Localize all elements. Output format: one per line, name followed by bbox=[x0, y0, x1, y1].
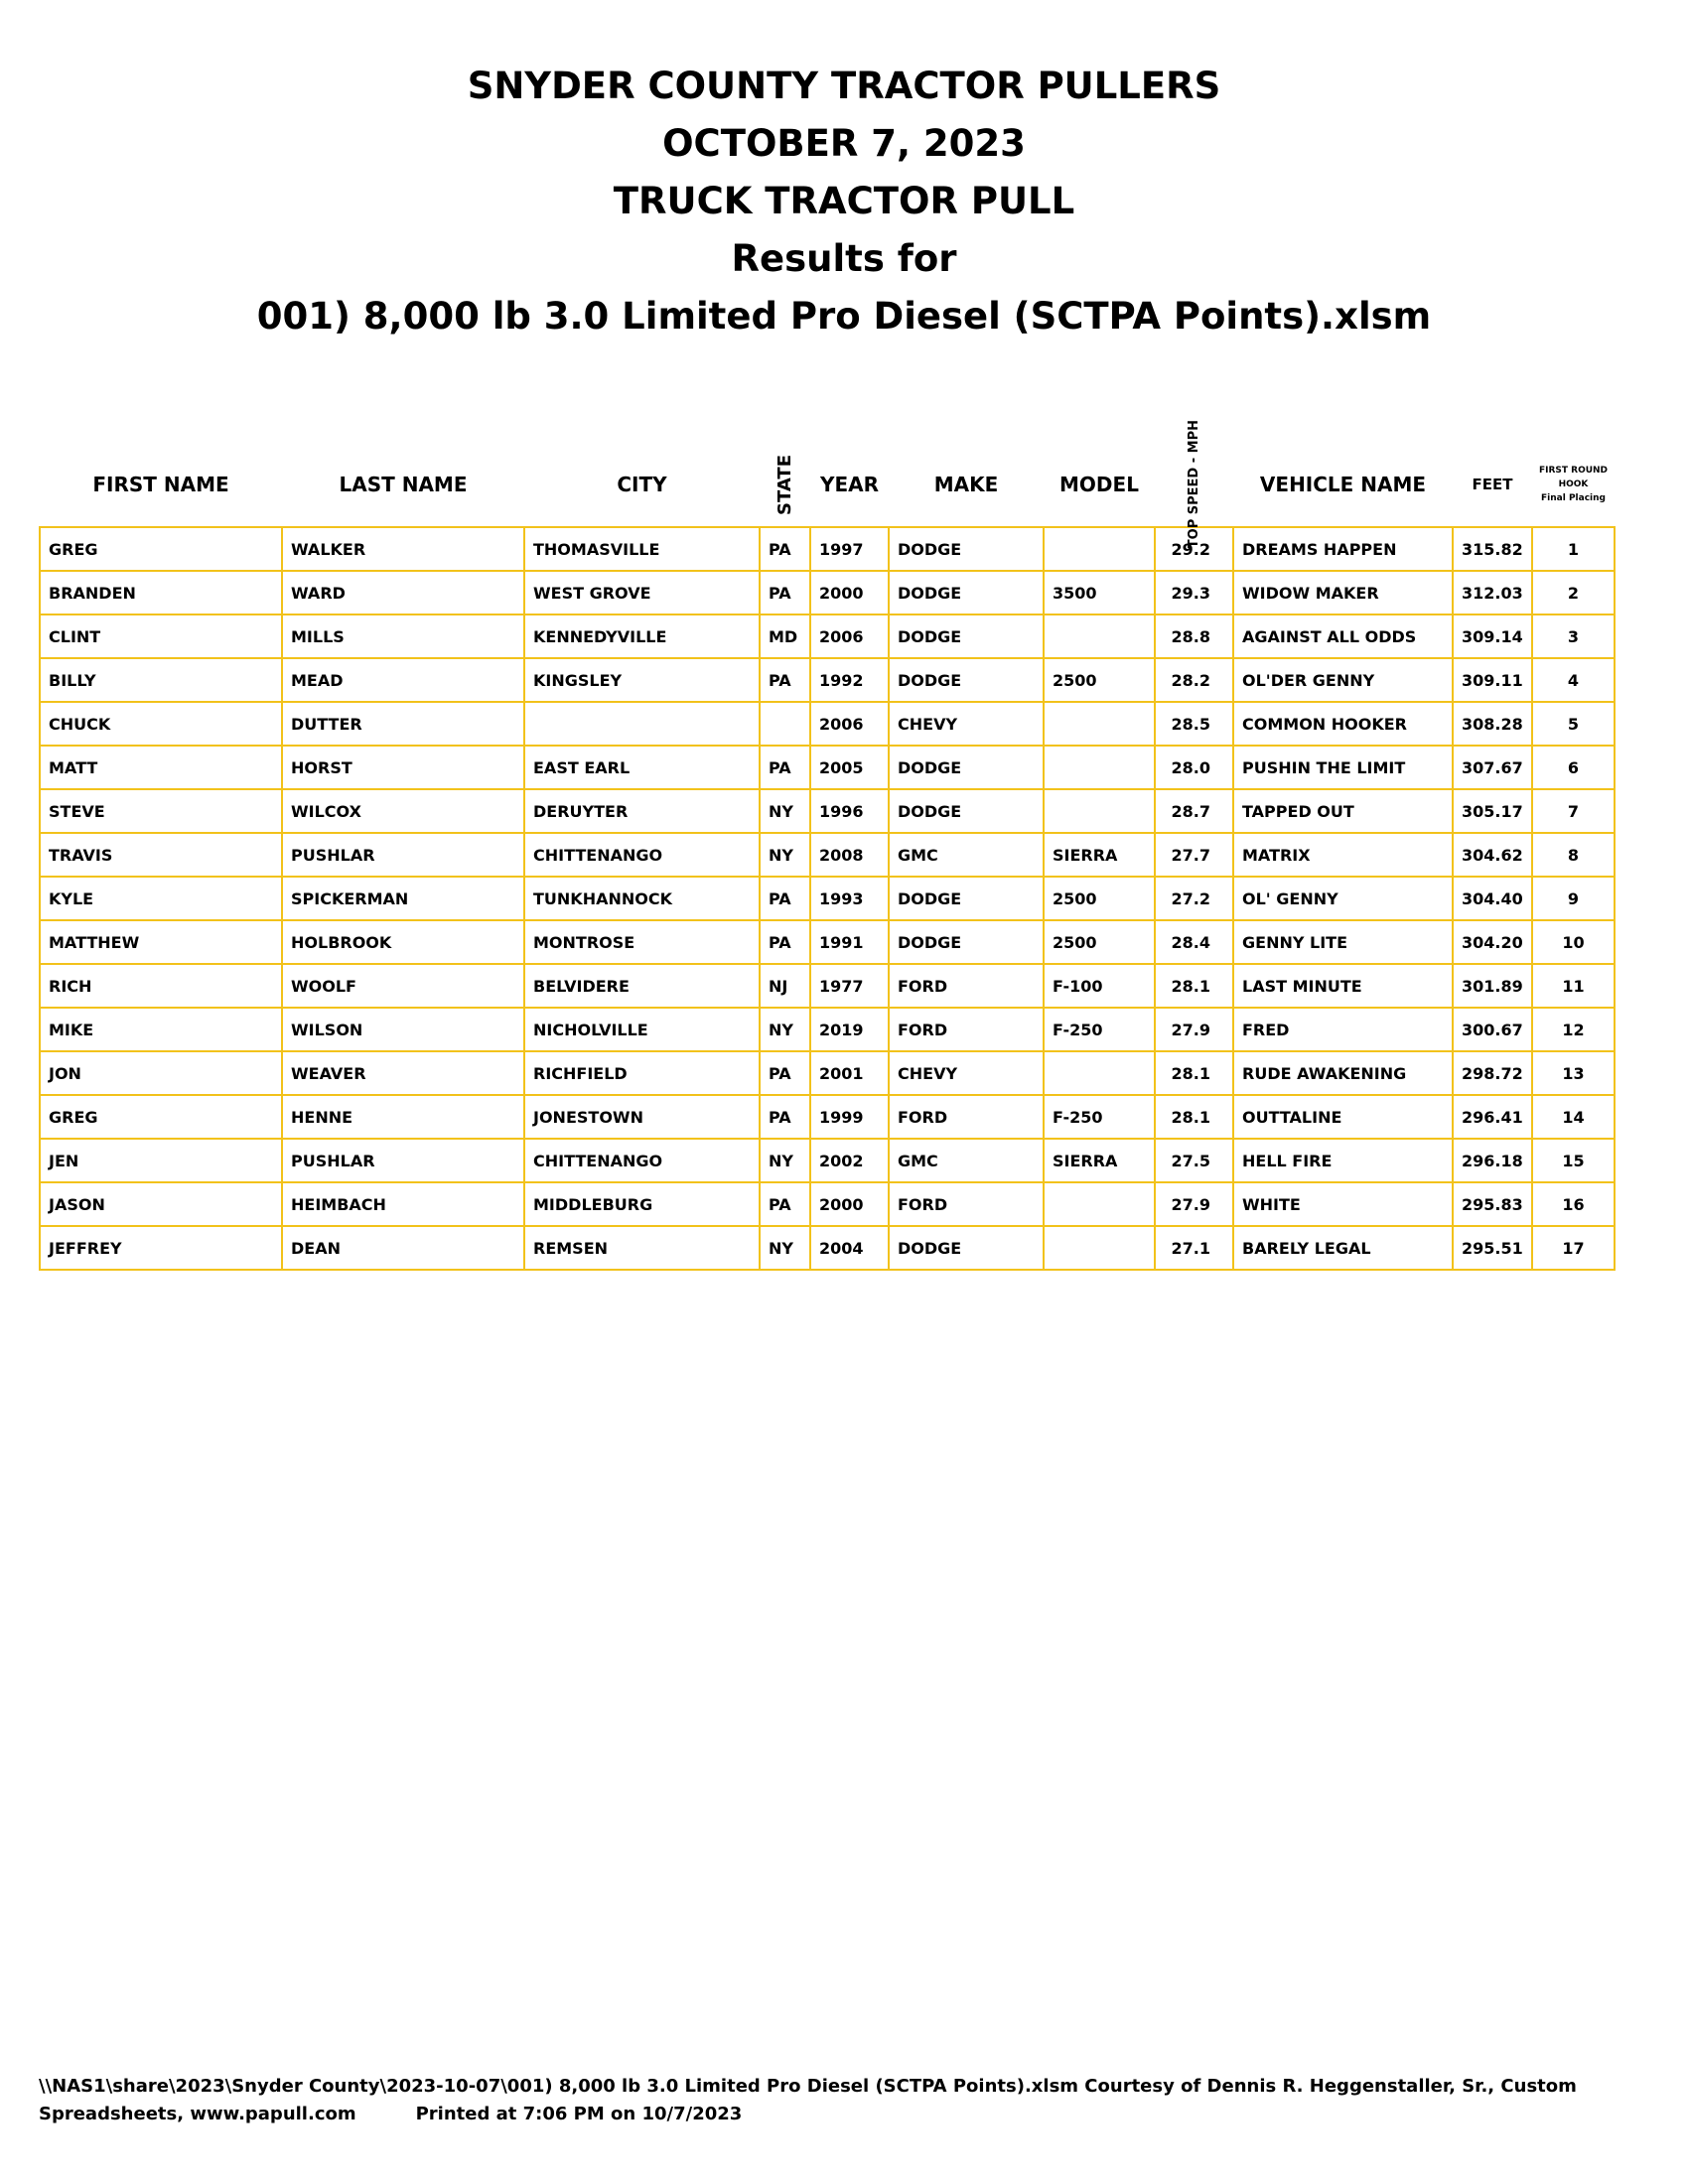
cell-first-name: KYLE bbox=[40, 877, 282, 920]
cell-year: 1992 bbox=[810, 658, 889, 702]
cell-model bbox=[1044, 614, 1155, 658]
col-feet: FEET bbox=[1472, 476, 1513, 493]
cell-make: DODGE bbox=[889, 571, 1044, 614]
cell-last-name: HORST bbox=[282, 746, 524, 789]
col-city: CITY bbox=[617, 473, 667, 496]
cell-feet: 296.41 bbox=[1453, 1095, 1532, 1139]
cell-state bbox=[760, 702, 810, 746]
cell-year: 2002 bbox=[810, 1139, 889, 1182]
cell-year: 2006 bbox=[810, 614, 889, 658]
cell-make: CHEVY bbox=[889, 1051, 1044, 1095]
cell-make: DODGE bbox=[889, 789, 1044, 833]
cell-vehicle-name: RUDE AWAKENING bbox=[1233, 1051, 1453, 1095]
cell-final-placing: 2 bbox=[1532, 571, 1615, 614]
cell-model: 2500 bbox=[1044, 920, 1155, 964]
cell-first-name: STEVE bbox=[40, 789, 282, 833]
cell-city: TUNKHANNOCK bbox=[524, 877, 760, 920]
cell-model: SIERRA bbox=[1044, 1139, 1155, 1182]
cell-top-speed: 28.0 bbox=[1155, 746, 1233, 789]
cell-vehicle-name: FRED bbox=[1233, 1008, 1453, 1051]
results-for-label: Results for bbox=[731, 237, 957, 280]
cell-make: DODGE bbox=[889, 877, 1044, 920]
results-table bbox=[39, 420, 1616, 1271]
cell-make: DODGE bbox=[889, 527, 1044, 571]
cell-state: PA bbox=[760, 746, 810, 789]
footer-printed-time: Printed at 7:06 PM on 10/7/2023 bbox=[415, 2104, 743, 2124]
cell-model bbox=[1044, 1051, 1155, 1095]
cell-first-name: TRAVIS bbox=[40, 833, 282, 877]
class-file-title: 001) 8,000 lb 3.0 Limited Pro Diesel (SCTPA Points).xlsm bbox=[256, 295, 1432, 338]
cell-last-name: WOOLF bbox=[282, 964, 524, 1008]
cell-year: 1993 bbox=[810, 877, 889, 920]
cell-feet: 308.28 bbox=[1453, 702, 1532, 746]
table-row bbox=[40, 1095, 1615, 1139]
cell-top-speed: 28.4 bbox=[1155, 920, 1233, 964]
cell-model bbox=[1044, 527, 1155, 571]
cell-model bbox=[1044, 746, 1155, 789]
cell-top-speed: 29.3 bbox=[1155, 571, 1233, 614]
cell-first-name: JEFFREY bbox=[40, 1226, 282, 1270]
col-year: YEAR bbox=[819, 473, 880, 496]
cell-year: 1991 bbox=[810, 920, 889, 964]
cell-year: 2000 bbox=[810, 1182, 889, 1226]
cell-city: BELVIDERE bbox=[524, 964, 760, 1008]
cell-top-speed: 27.9 bbox=[1155, 1008, 1233, 1051]
cell-city: KINGSLEY bbox=[524, 658, 760, 702]
cell-city: KENNEDYVILLE bbox=[524, 614, 760, 658]
table-row bbox=[40, 789, 1615, 833]
cell-year: 2005 bbox=[810, 746, 889, 789]
cell-year: 2008 bbox=[810, 833, 889, 877]
cell-state: PA bbox=[760, 877, 810, 920]
cell-state: NY bbox=[760, 1008, 810, 1051]
event-date: OCTOBER 7, 2023 bbox=[662, 122, 1026, 165]
cell-last-name: WALKER bbox=[282, 527, 524, 571]
footer-website: Spreadsheets, www.papull.com bbox=[39, 2104, 356, 2124]
cell-top-speed: 27.5 bbox=[1155, 1139, 1233, 1182]
table-row bbox=[40, 920, 1615, 964]
footer-file-path: \\NAS1\share\2023\Snyder County\2023-10-07\001) 8,000 lb 3.0 Limited Pro Diesel (SCTPA Points).xlsm Courtesy of Dennis R. Heggenstaller, Sr., Custom bbox=[39, 2076, 1577, 2097]
cell-city: THOMASVILLE bbox=[524, 527, 760, 571]
cell-first-name: JASON bbox=[40, 1182, 282, 1226]
report-header bbox=[0, 58, 1688, 345]
cell-first-name: MATT bbox=[40, 746, 282, 789]
col-top-speed-label: TOP SPEED - MPH bbox=[1187, 420, 1201, 549]
cell-feet: 305.17 bbox=[1453, 789, 1532, 833]
cell-model: F-100 bbox=[1044, 964, 1155, 1008]
col-first-name: FIRST NAME bbox=[92, 473, 229, 496]
cell-feet: 309.11 bbox=[1453, 658, 1532, 702]
cell-make: DODGE bbox=[889, 746, 1044, 789]
table-row bbox=[40, 746, 1615, 789]
cell-city: WEST GROVE bbox=[524, 571, 760, 614]
cell-vehicle-name: OL'DER GENNY bbox=[1233, 658, 1453, 702]
table-row bbox=[40, 658, 1615, 702]
cell-make: DODGE bbox=[889, 658, 1044, 702]
cell-city: EAST EARL bbox=[524, 746, 760, 789]
cell-top-speed: 27.2 bbox=[1155, 877, 1233, 920]
cell-vehicle-name: BARELY LEGAL bbox=[1233, 1226, 1453, 1270]
table-row bbox=[40, 877, 1615, 920]
cell-vehicle-name: GENNY LITE bbox=[1233, 920, 1453, 964]
cell-first-name: GREG bbox=[40, 527, 282, 571]
col-final-placing bbox=[1532, 443, 1615, 527]
cell-last-name: HEIMBACH bbox=[282, 1182, 524, 1226]
cell-year: 1997 bbox=[810, 527, 889, 571]
col-placing-line1: FIRST ROUND bbox=[1538, 466, 1609, 476]
cell-city: MIDDLEBURG bbox=[524, 1182, 760, 1226]
cell-top-speed: 29.2 bbox=[1155, 527, 1233, 571]
cell-vehicle-name: AGAINST ALL ODDS bbox=[1233, 614, 1453, 658]
cell-final-placing: 17 bbox=[1532, 1226, 1615, 1270]
cell-final-placing: 1 bbox=[1532, 527, 1615, 571]
cell-model bbox=[1044, 789, 1155, 833]
cell-feet: 315.82 bbox=[1453, 527, 1532, 571]
cell-vehicle-name: MATRIX bbox=[1233, 833, 1453, 877]
cell-top-speed: 27.7 bbox=[1155, 833, 1233, 877]
cell-last-name: DUTTER bbox=[282, 702, 524, 746]
cell-make: DODGE bbox=[889, 614, 1044, 658]
cell-vehicle-name: WHITE bbox=[1233, 1182, 1453, 1226]
cell-last-name: WARD bbox=[282, 571, 524, 614]
cell-city: JONESTOWN bbox=[524, 1095, 760, 1139]
cell-feet: 304.62 bbox=[1453, 833, 1532, 877]
col-state bbox=[760, 443, 810, 527]
cell-year: 2019 bbox=[810, 1008, 889, 1051]
cell-feet: 301.89 bbox=[1453, 964, 1532, 1008]
cell-model: F-250 bbox=[1044, 1095, 1155, 1139]
cell-last-name: DEAN bbox=[282, 1226, 524, 1270]
cell-vehicle-name: COMMON HOOKER bbox=[1233, 702, 1453, 746]
cell-last-name: HOLBROOK bbox=[282, 920, 524, 964]
table-row bbox=[40, 964, 1615, 1008]
cell-last-name: WILCOX bbox=[282, 789, 524, 833]
cell-vehicle-name: OUTTALINE bbox=[1233, 1095, 1453, 1139]
cell-make: FORD bbox=[889, 964, 1044, 1008]
cell-last-name: SPICKERMAN bbox=[282, 877, 524, 920]
cell-top-speed: 28.1 bbox=[1155, 1051, 1233, 1095]
cell-state: NY bbox=[760, 833, 810, 877]
cell-first-name: CLINT bbox=[40, 614, 282, 658]
col-placing-line2: HOOK bbox=[1558, 479, 1589, 489]
cell-first-name: MATTHEW bbox=[40, 920, 282, 964]
cell-final-placing: 6 bbox=[1532, 746, 1615, 789]
cell-state: PA bbox=[760, 527, 810, 571]
table-row bbox=[40, 702, 1615, 746]
cell-state: PA bbox=[760, 571, 810, 614]
cell-top-speed: 28.8 bbox=[1155, 614, 1233, 658]
table-row bbox=[40, 1139, 1615, 1182]
cell-final-placing: 12 bbox=[1532, 1008, 1615, 1051]
cell-final-placing: 10 bbox=[1532, 920, 1615, 964]
org-title: SNYDER COUNTY TRACTOR PULLERS bbox=[467, 65, 1221, 107]
cell-city: CHITTENANGO bbox=[524, 833, 760, 877]
cell-make: FORD bbox=[889, 1182, 1044, 1226]
cell-year: 1999 bbox=[810, 1095, 889, 1139]
table-row bbox=[40, 1051, 1615, 1095]
cell-top-speed: 28.5 bbox=[1155, 702, 1233, 746]
cell-last-name: HENNE bbox=[282, 1095, 524, 1139]
cell-final-placing: 15 bbox=[1532, 1139, 1615, 1182]
table-row bbox=[40, 614, 1615, 658]
cell-city: REMSEN bbox=[524, 1226, 760, 1270]
table-row bbox=[40, 527, 1615, 571]
cell-feet: 295.51 bbox=[1453, 1226, 1532, 1270]
cell-state: NY bbox=[760, 1226, 810, 1270]
cell-top-speed: 28.2 bbox=[1155, 658, 1233, 702]
cell-model bbox=[1044, 1182, 1155, 1226]
cell-feet: 296.18 bbox=[1453, 1139, 1532, 1182]
cell-first-name: JON bbox=[40, 1051, 282, 1095]
cell-last-name: WILSON bbox=[282, 1008, 524, 1051]
cell-feet: 295.83 bbox=[1453, 1182, 1532, 1226]
table-row bbox=[40, 833, 1615, 877]
cell-final-placing: 3 bbox=[1532, 614, 1615, 658]
col-last-name: LAST NAME bbox=[339, 473, 468, 496]
cell-feet: 309.14 bbox=[1453, 614, 1532, 658]
cell-vehicle-name: WIDOW MAKER bbox=[1233, 571, 1453, 614]
cell-last-name: WEAVER bbox=[282, 1051, 524, 1095]
col-model: MODEL bbox=[1059, 473, 1139, 496]
cell-first-name: JEN bbox=[40, 1139, 282, 1182]
cell-make: DODGE bbox=[889, 1226, 1044, 1270]
cell-last-name: PUSHLAR bbox=[282, 833, 524, 877]
cell-first-name: RICH bbox=[40, 964, 282, 1008]
cell-feet: 304.40 bbox=[1453, 877, 1532, 920]
header-row bbox=[40, 443, 1615, 527]
cell-vehicle-name: HELL FIRE bbox=[1233, 1139, 1453, 1182]
cell-final-placing: 4 bbox=[1532, 658, 1615, 702]
cell-make: DODGE bbox=[889, 920, 1044, 964]
cell-final-placing: 13 bbox=[1532, 1051, 1615, 1095]
col-state-label: STATE bbox=[774, 454, 795, 515]
event-title: TRUCK TRACTOR PULL bbox=[613, 180, 1075, 222]
table-row bbox=[40, 1008, 1615, 1051]
cell-feet: 312.03 bbox=[1453, 571, 1532, 614]
cell-top-speed: 28.1 bbox=[1155, 964, 1233, 1008]
cell-state: PA bbox=[760, 658, 810, 702]
cell-model bbox=[1044, 702, 1155, 746]
cell-city bbox=[524, 702, 760, 746]
cell-year: 1996 bbox=[810, 789, 889, 833]
cell-city: NICHOLVILLE bbox=[524, 1008, 760, 1051]
cell-model: SIERRA bbox=[1044, 833, 1155, 877]
cell-feet: 298.72 bbox=[1453, 1051, 1532, 1095]
cell-final-placing: 16 bbox=[1532, 1182, 1615, 1226]
cell-top-speed: 28.1 bbox=[1155, 1095, 1233, 1139]
table-row bbox=[40, 571, 1615, 614]
col-vehicle-name: VEHICLE NAME bbox=[1259, 473, 1427, 496]
cell-top-speed: 27.1 bbox=[1155, 1226, 1233, 1270]
cell-model: F-250 bbox=[1044, 1008, 1155, 1051]
cell-feet: 304.20 bbox=[1453, 920, 1532, 964]
cell-first-name: BRANDEN bbox=[40, 571, 282, 614]
cell-year: 2004 bbox=[810, 1226, 889, 1270]
cell-model bbox=[1044, 1226, 1155, 1270]
cell-state: PA bbox=[760, 920, 810, 964]
cell-final-placing: 7 bbox=[1532, 789, 1615, 833]
cell-year: 2000 bbox=[810, 571, 889, 614]
cell-vehicle-name: PUSHIN THE LIMIT bbox=[1233, 746, 1453, 789]
cell-top-speed: 27.9 bbox=[1155, 1182, 1233, 1226]
table-row bbox=[40, 1226, 1615, 1270]
cell-state: PA bbox=[760, 1182, 810, 1226]
cell-make: GMC bbox=[889, 833, 1044, 877]
cell-make: FORD bbox=[889, 1008, 1044, 1051]
cell-first-name: MIKE bbox=[40, 1008, 282, 1051]
cell-last-name: MILLS bbox=[282, 614, 524, 658]
cell-first-name: CHUCK bbox=[40, 702, 282, 746]
report-footer bbox=[39, 2073, 1647, 2128]
cell-year: 2006 bbox=[810, 702, 889, 746]
cell-year: 1977 bbox=[810, 964, 889, 1008]
cell-year: 2001 bbox=[810, 1051, 889, 1095]
cell-state: PA bbox=[760, 1095, 810, 1139]
cell-state: NY bbox=[760, 1139, 810, 1182]
cell-last-name: MEAD bbox=[282, 658, 524, 702]
cell-feet: 300.67 bbox=[1453, 1008, 1532, 1051]
cell-first-name: GREG bbox=[40, 1095, 282, 1139]
cell-model: 2500 bbox=[1044, 658, 1155, 702]
cell-first-name: BILLY bbox=[40, 658, 282, 702]
cell-state: MD bbox=[760, 614, 810, 658]
cell-final-placing: 8 bbox=[1532, 833, 1615, 877]
cell-vehicle-name: LAST MINUTE bbox=[1233, 964, 1453, 1008]
cell-city: MONTROSE bbox=[524, 920, 760, 964]
cell-final-placing: 5 bbox=[1532, 702, 1615, 746]
cell-state: PA bbox=[760, 1051, 810, 1095]
cell-final-placing: 9 bbox=[1532, 877, 1615, 920]
cell-feet: 307.67 bbox=[1453, 746, 1532, 789]
cell-model: 3500 bbox=[1044, 571, 1155, 614]
cell-state: NY bbox=[760, 789, 810, 833]
cell-state: NJ bbox=[760, 964, 810, 1008]
cell-model: 2500 bbox=[1044, 877, 1155, 920]
cell-make: GMC bbox=[889, 1139, 1044, 1182]
cell-final-placing: 14 bbox=[1532, 1095, 1615, 1139]
cell-last-name: PUSHLAR bbox=[282, 1139, 524, 1182]
table-row bbox=[40, 1182, 1615, 1226]
cell-city: DERUYTER bbox=[524, 789, 760, 833]
col-placing-line3: Final Placing bbox=[1541, 493, 1606, 503]
cell-make: CHEVY bbox=[889, 702, 1044, 746]
cell-vehicle-name: OL' GENNY bbox=[1233, 877, 1453, 920]
cell-city: CHITTENANGO bbox=[524, 1139, 760, 1182]
cell-make: FORD bbox=[889, 1095, 1044, 1139]
cell-city: RICHFIELD bbox=[524, 1051, 760, 1095]
col-make: MAKE bbox=[933, 473, 999, 496]
cell-vehicle-name: DREAMS HAPPEN bbox=[1233, 527, 1453, 571]
cell-vehicle-name: TAPPED OUT bbox=[1233, 789, 1453, 833]
cell-final-placing: 11 bbox=[1532, 964, 1615, 1008]
cell-top-speed: 28.7 bbox=[1155, 789, 1233, 833]
